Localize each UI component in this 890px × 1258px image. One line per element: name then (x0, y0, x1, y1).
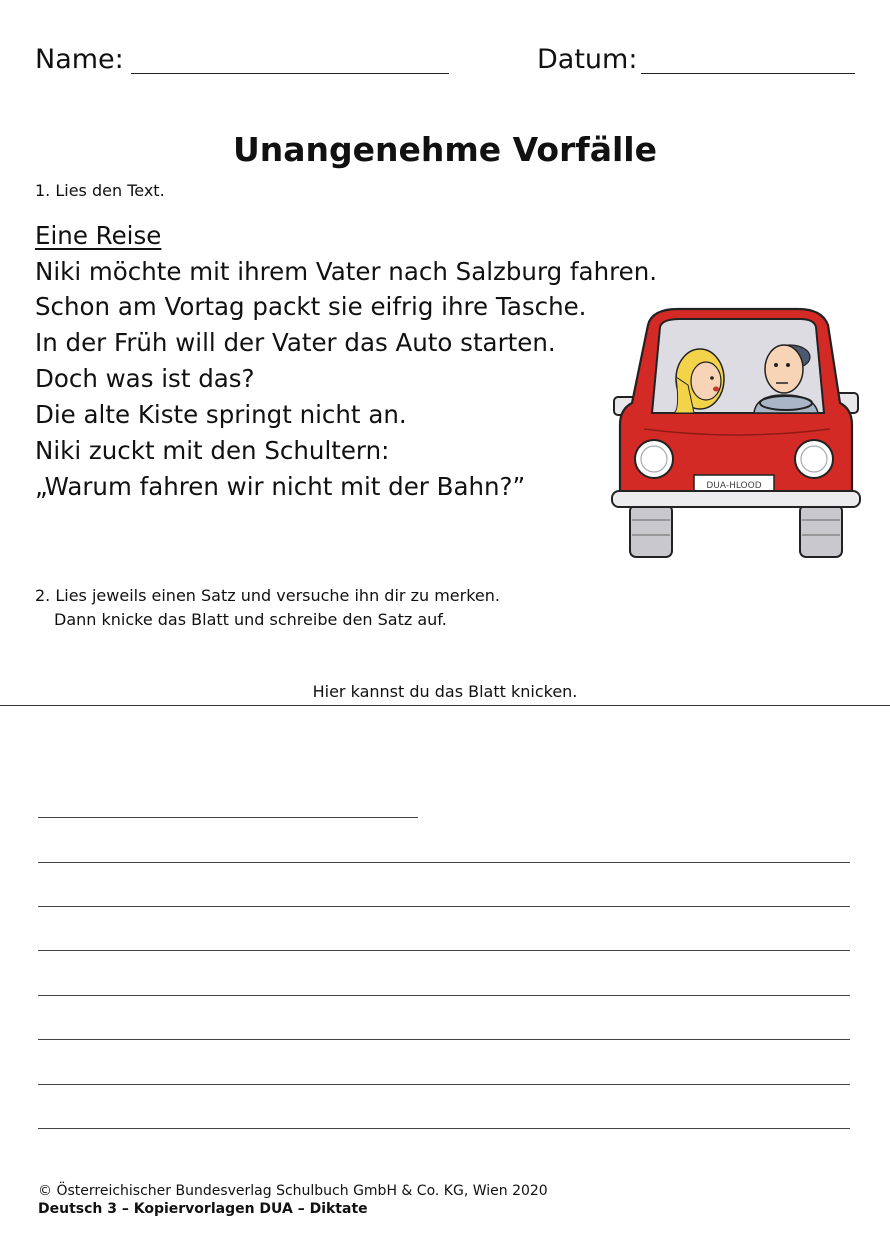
writing-line[interactable] (38, 862, 850, 863)
name-field[interactable] (131, 73, 449, 74)
name-label: Name: (35, 44, 124, 75)
date-field[interactable] (641, 73, 855, 74)
story-title: Eine Reise (35, 221, 162, 250)
footer-copyright: © Österreichischer Bundesverlag Schulbuch GmbH & Co. KG, Wien 2020 (38, 1183, 548, 1199)
writing-line[interactable] (38, 1128, 850, 1129)
writing-line[interactable] (38, 1084, 850, 1085)
story-line: „Warum fahren wir nicht mit der Bahn?” (35, 472, 526, 501)
story-line: In der Früh will der Vater das Auto starten. (35, 328, 556, 357)
license-plate: DUA-HLOOD (706, 481, 762, 491)
story-line: Die alte Kiste springt nicht an. (35, 400, 407, 429)
page-title: Unangenehme Vorfälle (233, 130, 657, 169)
task-1-instruction: 1. Lies den Text. (35, 181, 165, 200)
writing-line[interactable] (38, 906, 850, 907)
story-line: Schon am Vortag packt sie eifrig ihre Tasche. (35, 292, 587, 321)
fold-line (0, 705, 890, 706)
story-line: Niki möchte mit ihrem Vater nach Salzburg fahren. (35, 257, 658, 286)
task-2-instruction-line-2: Dann knicke das Blatt und schreibe den Satz auf. (54, 610, 447, 629)
writing-line[interactable] (38, 1039, 850, 1040)
writing-line-short[interactable] (38, 817, 418, 818)
red-car-illustration (608, 305, 864, 563)
date-label: Datum: (537, 44, 638, 75)
footer-series: Deutsch 3 – Kopiervorlagen DUA – Diktate (38, 1201, 368, 1217)
story-line: Doch was ist das? (35, 364, 255, 393)
writing-line[interactable] (38, 950, 850, 951)
fold-hint: Hier kannst du das Blatt knicken. (312, 682, 578, 701)
writing-line[interactable] (38, 995, 850, 996)
story-line: Niki zuckt mit den Schultern: (35, 436, 390, 465)
task-2-instruction-line-1: 2. Lies jeweils einen Satz und versuche ihn dir zu merken. (35, 586, 500, 605)
